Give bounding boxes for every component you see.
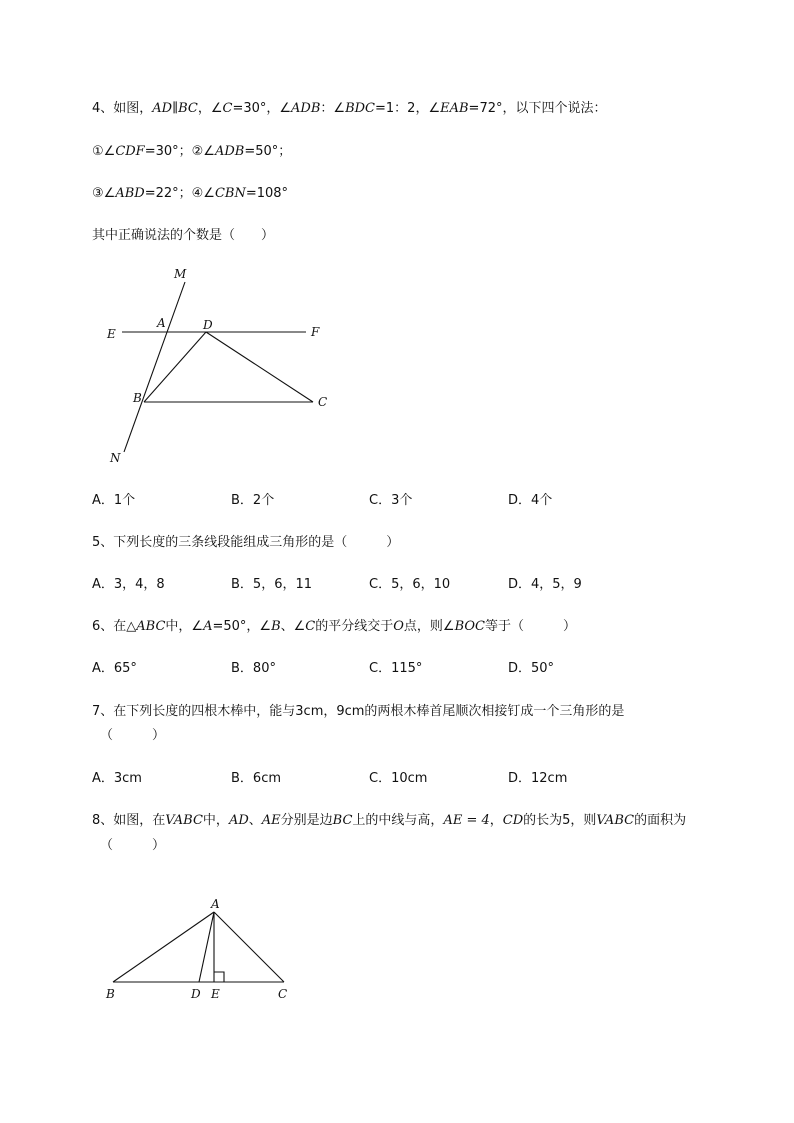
q4-option-c: C．3个 — [369, 493, 413, 508]
q6-var-a: A — [203, 619, 213, 634]
q6-text: 点，则∠ — [403, 619, 455, 634]
q7-option-d: D．12cm — [508, 771, 568, 786]
q4-text: =72°，以下四个说法： — [468, 101, 607, 116]
q5-option-c: C．5，6，10 — [369, 577, 451, 592]
segment-ab — [113, 912, 214, 982]
q8-text: 8、如图，在 — [92, 813, 166, 828]
q7-stem: 7、在下列长度的四根木棒中，能与3cm，9cm的两根木棒首尾顺次相接钉成一个三角形的是 — [92, 704, 625, 719]
q8-var-vabc: VABC — [596, 813, 635, 828]
q5-option-a: A．3，4，8 — [92, 577, 165, 592]
label-d: D — [191, 987, 201, 1001]
q6-var-abc: ABC — [136, 619, 166, 634]
q6-text: =50°，∠ — [212, 619, 272, 634]
q6-text: 中，∠ — [165, 619, 204, 634]
q4-var-cbn: CBN — [214, 186, 246, 201]
q6-option-c: C．115° — [369, 661, 423, 676]
label-m: M — [174, 267, 187, 281]
q4-text: =50°； — [244, 144, 292, 159]
q4-option-d: D．4个 — [508, 493, 553, 508]
q4-option-b: B．2个 — [231, 493, 275, 508]
q6-var-o: O — [393, 619, 404, 634]
q4-var-eab: EAB — [440, 101, 469, 116]
label-b: B — [133, 391, 142, 405]
q6-option-d: D．50° — [508, 661, 555, 676]
q8-text: 上的中线与高， — [352, 813, 444, 828]
label-c: C — [278, 987, 288, 1001]
q6-var-c: C — [305, 619, 316, 634]
q6-option-b: B．80° — [231, 661, 276, 676]
q7-option-a: A．3cm — [92, 771, 142, 786]
q4-text: 4、如图， — [92, 101, 153, 116]
q7-option-b: B．6cm — [231, 771, 282, 786]
q4-text: ：∠ — [320, 101, 346, 116]
q7-paren: （ ） — [100, 728, 166, 743]
q8-text: 的面积为 — [634, 813, 687, 828]
q8-text: 分别是边 — [280, 813, 333, 828]
label-a: A — [157, 316, 166, 330]
q6-text: 6、在△ — [92, 619, 137, 634]
q6-option-a: A．65° — [92, 661, 137, 676]
q4-text: ①∠ — [92, 144, 116, 159]
q8-text: 的长为5，则 — [523, 813, 597, 828]
q7-option-c: C．10cm — [369, 771, 428, 786]
label-a: A — [211, 897, 220, 911]
q8-paren: （ ） — [100, 838, 166, 853]
q8-text: 、 — [248, 813, 262, 828]
q4-var-adb: ADB — [291, 101, 321, 116]
q4-var-adb: ADB — [214, 144, 245, 159]
q8-var-ae: AE — [261, 813, 281, 828]
q4-var-cdf: CDF — [115, 144, 145, 159]
q4-text: =108° — [245, 186, 289, 201]
q6-text: 的平分线交于 — [315, 619, 394, 634]
q4-text: =22°；④∠ — [144, 186, 215, 201]
q6-var-b: B — [271, 619, 281, 634]
label-c: C — [318, 395, 328, 409]
label-n: N — [110, 451, 121, 465]
q6-text: 等于（ ） — [484, 619, 576, 634]
label-b: B — [106, 987, 115, 1001]
q8-expr-ae-eq-4: AE = 4 — [443, 813, 490, 828]
q5-option-b: B．5，6，11 — [231, 577, 313, 592]
q8-text: 中， — [202, 813, 229, 828]
q5-option-d: D．4，5，9 — [508, 577, 582, 592]
q4-var-bdc: BDC — [345, 101, 376, 116]
right-angle-mark — [214, 972, 224, 982]
q4-question: 其中正确说法的个数是（ ） — [92, 228, 275, 243]
segment-ad — [199, 912, 214, 982]
q4-var-ad-bc: AD∥BC — [152, 101, 198, 116]
q4-var-c: C — [222, 101, 233, 116]
q4-text: =30°；②∠ — [144, 144, 215, 159]
q4-text: =30°，∠ — [232, 101, 292, 116]
label-f: F — [311, 325, 320, 339]
q8-var-vabc: VABC — [165, 813, 203, 828]
label-e: E — [211, 987, 220, 1001]
label-e: E — [107, 327, 116, 341]
q4-option-a: A．1个 — [92, 493, 136, 508]
q8-var-ad: AD — [228, 813, 249, 828]
q6-text: 、∠ — [280, 619, 306, 634]
q8-var-bc: BC — [332, 813, 353, 828]
q4-text: =1：2，∠ — [375, 101, 441, 116]
q4-var-abd: ABD — [115, 186, 145, 201]
q5-stem: 5、下列长度的三条线段能组成三角形的是（ ） — [92, 535, 400, 550]
q8-text: ， — [489, 813, 503, 828]
q6-var-boc: BOC — [454, 619, 485, 634]
q4-text: ③∠ — [92, 186, 116, 201]
label-d: D — [203, 318, 213, 332]
q4-text: ，∠ — [197, 101, 223, 116]
q8-var-cd: CD — [502, 813, 524, 828]
